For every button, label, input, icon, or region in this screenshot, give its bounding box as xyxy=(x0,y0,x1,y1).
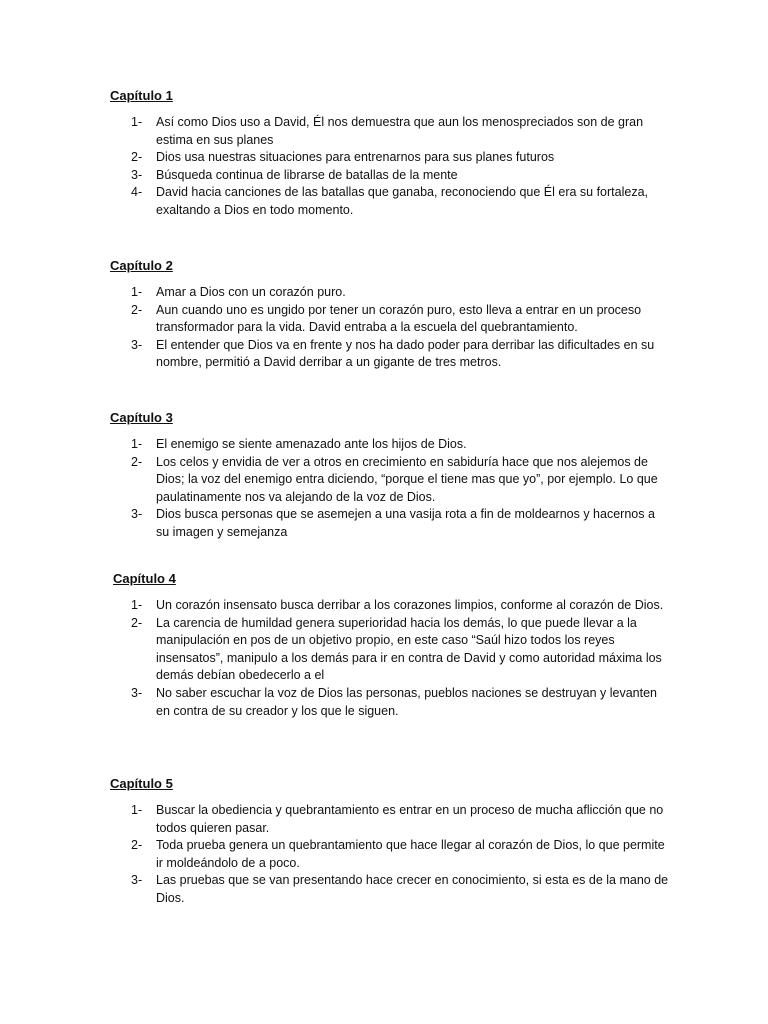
list-item xyxy=(110,454,670,507)
item-text: Amar a Dios con un corazón puro. xyxy=(156,285,346,299)
chapter-5 xyxy=(110,775,670,908)
item-number: 3- xyxy=(131,873,143,888)
item-text: Aun cuando uno es ungido por tener un corazón puro, esto lleva a entrar en un proceso transformador para la vida. David entraba a la escuela del quebrantamiento. xyxy=(156,302,642,335)
item-text: Las pruebas que se van presentando hace crecer en conocimiento, si esta es de la mano de Dios. xyxy=(156,873,669,905)
list-item xyxy=(110,114,670,149)
item-number: 2- xyxy=(131,302,143,317)
list-item xyxy=(110,167,670,185)
list-item xyxy=(110,837,670,872)
list-item xyxy=(110,302,670,337)
list-item xyxy=(110,184,670,219)
item-text: Dios busca personas que se asemejen a una vasija rota a fin de moldearnos y hacernos a su imagen y semejanza xyxy=(156,507,655,539)
item-text: Un corazón insensato busca derribar a los corazones limpios, conforme al corazón de Dios. xyxy=(156,598,664,612)
item-text: El entender que Dios va en frente y nos ha dado poder para derribar las dificultades en su nombre, permitió a David derribar a un gigante de tres metros. xyxy=(156,337,655,370)
chapter-list xyxy=(110,802,670,908)
item-text: Toda prueba genera un quebrantamiento que hace llegar al corazón de Dios, lo que permite ir moldeándolo de a poco. xyxy=(156,838,665,870)
list-item xyxy=(110,149,670,167)
chapter-title: Capítulo 4 xyxy=(113,571,176,586)
item-text: David hacia canciones de las batallas que ganaba, reconociendo que Él era su fortaleza, exaltando a Dios en todo momento. xyxy=(156,185,648,217)
item-number: 1- xyxy=(131,285,143,299)
item-number: 2- xyxy=(131,150,143,165)
item-text: La carencia de humildad genera superioridad hacia los demás, lo que puede llevar a la manipulación en pos de un objetivo propio, en este caso “Saúl hizo todos los reyes insensatos”, manipulo a los demás para ir en contra de David y como autoridad máxima los demás debían obedecerlo a el xyxy=(156,615,662,683)
item-text: Dios usa nuestras situaciones para entrenarnos para sus planes futuros xyxy=(156,150,555,165)
item-text: No saber escuchar la voz de Dios las personas, pueblos naciones se destruyan y levanten en contra de su creador y los que le siguen. xyxy=(156,685,657,718)
item-text: Búsqueda continua de librarse de batallas de la mente xyxy=(156,167,458,182)
item-number: 3- xyxy=(131,507,143,522)
item-number: 1- xyxy=(131,437,143,451)
list-item xyxy=(110,506,670,541)
chapter-2 xyxy=(110,257,670,372)
list-item xyxy=(110,685,673,720)
chapter-3 xyxy=(110,409,670,542)
item-text: Así como Dios uso a David, Él nos demuestra que aun los menospreciados son de gran estima en sus planes xyxy=(156,115,644,147)
chapter-4 xyxy=(113,570,673,720)
list-item xyxy=(110,872,670,907)
list-item xyxy=(110,337,670,372)
item-text: Los celos y envidia de ver a otros en crecimiento en sabiduría hace que nos alejemos de Dios; la voz del enemigo entra diciendo, “porque el tiene mas que yo”, por ejemplo. Lo que paulatinamente nos va alejando de la voz de Dios. xyxy=(156,454,658,504)
item-number: 2- xyxy=(131,454,143,469)
item-number: 1- xyxy=(131,598,143,612)
chapter-list xyxy=(110,114,670,220)
chapter-title: Capítulo 5 xyxy=(110,776,173,791)
chapter-title: Capítulo 3 xyxy=(110,410,173,425)
item-number: 3- xyxy=(131,167,143,182)
item-number: 3- xyxy=(131,685,143,700)
chapter-title: Capítulo 1 xyxy=(110,88,173,103)
item-number: 2- xyxy=(131,615,143,630)
item-number: 3- xyxy=(131,337,143,352)
item-number: 1- xyxy=(131,115,143,129)
item-text: Buscar la obediencia y quebrantamiento es entrar en un proceso de mucha aflicción que no todos quieren pasar. xyxy=(156,803,664,835)
list-item xyxy=(110,436,670,454)
item-text: El enemigo se siente amenazado ante los hijos de Dios. xyxy=(156,437,467,451)
chapter-list xyxy=(110,436,670,542)
item-number: 2- xyxy=(131,838,143,853)
chapter-1 xyxy=(110,87,670,220)
list-item xyxy=(110,615,673,685)
item-number: 1- xyxy=(131,803,143,817)
item-number: 4- xyxy=(131,185,143,200)
list-item xyxy=(110,597,673,615)
chapter-list xyxy=(110,597,673,720)
list-item xyxy=(110,802,670,837)
chapter-list xyxy=(110,284,670,372)
chapter-title: Capítulo 2 xyxy=(110,258,173,273)
list-item xyxy=(110,284,670,302)
